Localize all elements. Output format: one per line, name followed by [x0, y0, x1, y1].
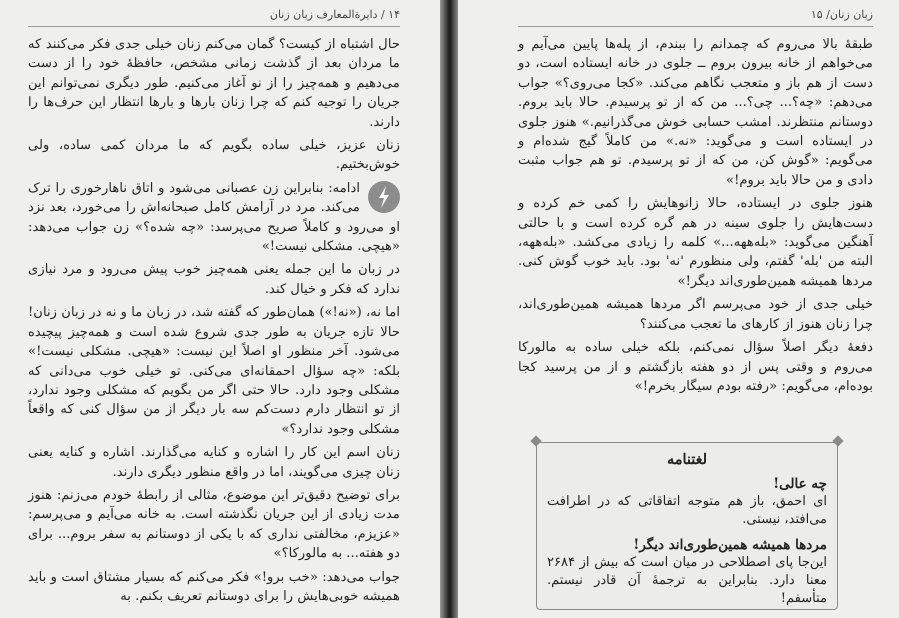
- paragraph: ادامه: بنابراین زن عصبانی می‌شود و اتاق ناهارخوری را ترک می‌کند. مرد در آرامش کامل صبحانه‌اش را می‌خورد، بعد نزد او می‌رود و کاملاً صریح می‌پرسد: «چه شده؟» زن جواب می‌دهد: «هیچی. مشکلی نیست!»: [28, 180, 400, 255]
- left-page: [0, 0, 440, 618]
- book-spine-gutter: [440, 0, 458, 618]
- left-running-header: ۱۴ / دایرةالمعارف زبان زنان: [28, 4, 400, 27]
- paragraph: برای توضیح دقیق‌تر این موضوع، مثالی از رابطهٔ خودم می‌زنم: هنوز مدت زیادی از این جریان نگذشته است. به خانه می‌آیم و می‌پرسم: «عزیزم، مخالفتی نداری که با یکی از دوستانم به سفر بروم... برای دو هفته... به مالورکا؟»: [28, 487, 400, 562]
- glossary-title: لغتنامه: [666, 451, 708, 468]
- paragraph: خیلی جدی از خود می‌پرسم اگر مردها همیشه همین‌طوری‌اند، چرا زنان هنوز از کارهای ما تعجب می‌کنند؟: [518, 297, 873, 332]
- paragraph: دفعهٔ دیگر اصلاً سؤال نمی‌کنم، بلکه خیلی ساده به مالورکا می‌روم و وقتی پس از دو هفته بازگشتم و از من پرسید کجا بوده‌ام، می‌گویم: «رفته بودم سیگار بخرم!»: [518, 340, 873, 394]
- right-body: [518, 35, 873, 396]
- left-body: [28, 35, 400, 606]
- right-running-header: زبان زنان/ ۱۵: [518, 4, 873, 27]
- shout-block: [28, 179, 400, 257]
- glossary-term: چه عالی!: [773, 476, 827, 492]
- paragraph: هنوز جلوی در ایستاده، حالا زانوهایش را کمی خم کرده و دست‌هایش را جلوی سینه در هم گره کرده است و با حالتی آهنگین می‌گوید: «بله‌ههه...» کلمه را زیادی می‌کشد. «بله‌ههه، البته من 'بله' گفتم، ولی منظورم 'نه' بود. باید خوب گوش کنی. مردها همیشه همین‌طوری‌اند دیگر!»: [518, 196, 873, 289]
- glossary-term: مردها همیشه همین‌طوری‌اند دیگر!: [633, 537, 827, 553]
- paragraph: حال اشتباه از کیست؟ گمان می‌کنم زنان خیلی جدی فکر می‌کنند که ما مردان بعد از گذشت زمانی مشخص، حافظهٔ خود را از دست می‌دهیم و همه‌چیز را از نو آغاز می‌کنیم. طور دیگری نمی‌توانم این جریان را توجیه کنم که چرا زنان بارها و بارها انتظار این حرف‌ها را دارند.: [28, 37, 400, 130]
- glossary-definition: این‌جا پای اصطلاحی در میان است که بیش از ۲۶۸۴ معنا دارد. بنابراین به ترجمهٔ آن قادر نیستم. متأسفم!: [547, 555, 827, 606]
- paragraph: طبقهٔ بالا می‌روم که چمدانم را ببندم، از پله‌ها پایین می‌آیم و می‌خواهم از خانه بیرون بروم ــ جلوی در خانه ایستاده است، دو دست از هم باز و متعجب نگاهم می‌کند. «کجا می‌روی؟» جواب می‌دهم: «چه؟... چی؟... من که از تو پرسیدم. حالا باید بروم. دوستانم منتظرند. امشب حسابی خوش می‌گذرانیم.» هنوز جلوی در ایستاده است و می‌گوید: «نه.» من کاملاً گیج شده‌ام و می‌گویم: «گوش کن، من که از تو پرسیدم. تو هم جواب مثبت دادی و من حالا باید بروم!»: [518, 37, 873, 188]
- paragraph: در زبان ما این جمله یعنی همه‌چیز خوب پیش می‌رود و مرد نیازی ندارد که فکر و خیال کند.: [28, 262, 400, 297]
- paragraph: اما نه، («نه!») همان‌طور که گفته شد، در زبان ما و نه در زبان زنان! حالا تازه جریان به طور جدی شروع شده است و همه‌چیز پیچیده می‌شود. آخر منظور او اصلاً این نیست: «هیچی. مشکلی نیست!» بلکه: «چه سؤال احمقانه‌ای می‌کنی. تو خیلی خوب می‌دانی که مشکلی وجود دارد. حالا حتی اگر من بگویم که مشکلی وجود ندارد، از تو انتظار دارم دست‌کم سه بار دیگر از من سؤال کنی که واقعاً مشکلی وجود ندارد؟»: [28, 305, 400, 437]
- paragraph: زنان اسم این کار را اشاره و کنایه می‌گذارند. اشاره و کنایه یعنی زنان چیزی می‌گویند، اما در واقع منظور دیگری دارند.: [28, 445, 400, 480]
- lightning-bolt-icon: [368, 181, 400, 213]
- glossary-box: [536, 442, 838, 610]
- paragraph: جواب می‌دهد: «خب برو!» فکر می‌کنم که بسیار مشتاق است و باید همیشه خوبی‌هایش را برای دوستانم تعریف بکنم. به: [28, 569, 400, 604]
- glossary-definition: ای احمق، باز هم متوجه اتفاقاتی که در اطرافت می‌افتد، نیستی.: [547, 494, 827, 527]
- paragraph: زنان عزیز، خیلی ساده بگویم که ما مردان کمی ساده، ولی خوش‌بختیم.: [28, 138, 400, 173]
